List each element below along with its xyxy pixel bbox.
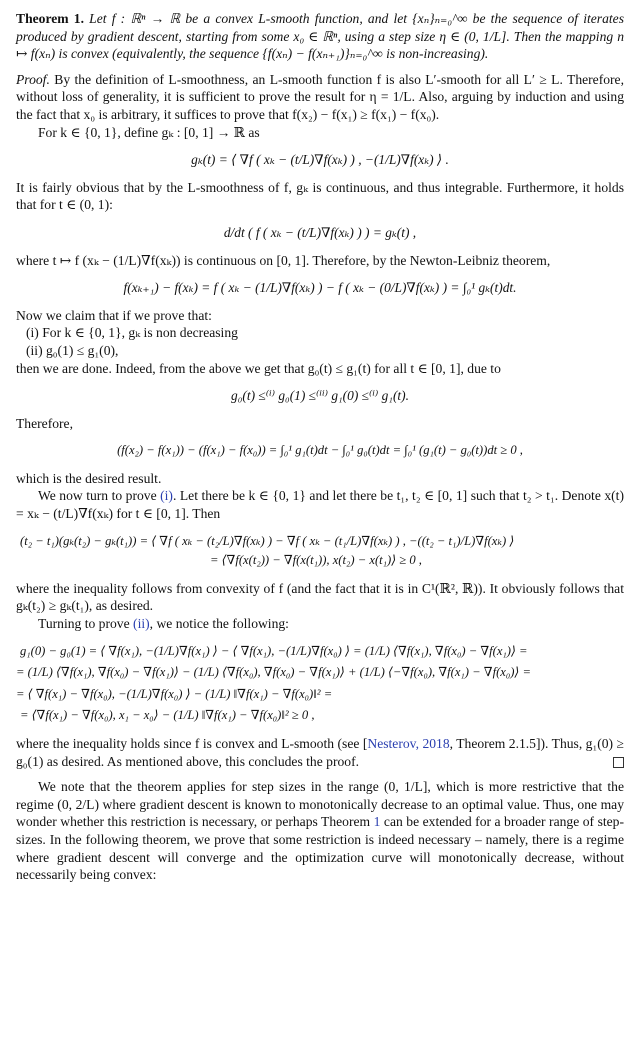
proof-paragraph-9 <box>16 487 624 522</box>
theorem <box>16 10 624 63</box>
text: We note that the theorem applies for step sizes in the range (0, 1/L], which is more restrictive that the regime (0, 2/L) where gradient descent is known to monotonically decrease to an optimal value. Thus, one may wonder whether this restriction is necessary, or perhaps Theorem <box>16 779 624 830</box>
claim-item-ii: (ii) g₀(1) ≤ g₁(0), <box>26 342 119 358</box>
theorem-ref-link[interactable]: 1 <box>373 814 381 830</box>
ref-ii-link[interactable]: (ii) <box>133 616 150 632</box>
text: , Theorem 2.1.5]). Thus, g₁(0) ≥ g₀(1) as desired. As mentioned above, this concludes the proof. <box>16 736 624 769</box>
proof-paragraph-3: It is fairly obvious that by the L-smoothness of f, gₖ is continuous, and thus integrable. Furthermore, it holds that for t ∈ (0, 1): <box>16 179 624 213</box>
equation-g-diff-1: g₁(0) − g₀(1) = ⟨ ∇f(x₁), −(1/L)∇f(x₁) ⟩ − ⟨ ∇f(x₁), −(1/L)∇f(x₀) ⟩ = (1/L) ⟨∇f(x₁), ∇f(x₀) − ∇f(x₁)⟩ = <box>20 643 528 658</box>
equation-monotone-2: = ⟨∇f(x(t₂)) − ∇f(x(t₁)), x(t₂) − x(t₁)⟩ ≥ 0 , <box>210 553 422 568</box>
proof-paragraph-2: For k ∈ {0, 1}, define gₖ : [0, 1] → ℝ as <box>38 124 260 140</box>
equation-chain: g₀(t) ≤⁽ⁱ⁾ g₀(1) ≤⁽ⁱⁱ⁾ g₁(0) ≤⁽ⁱ⁾ g₁(t). <box>231 388 409 404</box>
text: Turning to prove <box>38 616 134 632</box>
text: can be extended for a broader range of step-sizes. In the following theorem, we prove that some restriction is indeed necessary – namely, there is a regime where gradient descent will converge and the optimization curve will monotonically decrease, without necessarily being convex: <box>16 814 624 883</box>
equation-monotone-1: (t₂ − t₁)(gₖ(t₂) − gₖ(t₁)) = ⟨ ∇f ( xₖ − (t₂/L)∇f(xₖ) ) − ∇f ( xₖ − (t₁/L)∇f(xₖ) ) , −((t₂ − t₁)/L)∇f(xₖ) ⟩ <box>20 533 515 548</box>
proof-paragraph-11 <box>16 615 624 633</box>
equation-g-diff-2: = (1/L) ⟨∇f(x₁), ∇f(x₀) − ∇f(x₁)⟩ − (1/L) ⟨∇f(x₀), ∇f(x₀) − ∇f(x₁)⟩ + (1/L) ⟨−∇f(x₀), ∇f(x₁) − ∇f(x₀)⟩ = <box>16 665 531 680</box>
text: . Let there be k ∈ {0, 1} and let there be t₁, t₂ ∈ [0, 1] such that t₂ > t₁. Denote x(t) = xₖ − (t/L)∇f(xₖ) for t ∈ [0, 1]. Then <box>16 488 624 522</box>
equation-difference: (f(x₂) − f(x₁)) − (f(x₁) − f(x₀)) = ∫₀¹ g₁(t)dt − ∫₀¹ g₀(t)dt = ∫₀¹ (g₁(t) − g₀(t))dt ≥ 0 , <box>117 443 523 458</box>
equation-newton-leibniz: f(xₖ₊₁) − f(xₖ) = f ( xₖ − (1/L)∇f(xₖ) ) − f ( xₖ − (0/L)∇f(xₖ) ) = ∫₀¹ gₖ(t)dt. <box>123 280 517 296</box>
proof-paragraph-10: where the inequality follows from convexity of f (and the fact that it is in C¹(ℝ², ℝ)). It obviously follows that gₖ(t₂) ≥ gₖ(t₁), as desired. <box>16 580 624 614</box>
proof-paragraph-6: then we are done. Indeed, from the above we get that g₀(t) ≤ g₁(t) for all t ∈ [0, 1], due to <box>16 360 501 376</box>
equation-g-diff-3: = ⟨ ∇f(x₁) − ∇f(x₀), −(1/L)∇f(x₀) ⟩ − (1/L) ‖∇f(x₁) − ∇f(x₀)‖² = <box>16 686 333 701</box>
proof-label: Proof. <box>16 71 50 87</box>
proof-paragraph-4: where t ↦ f (xₖ − (1/L)∇f(xₖ)) is continuous on [0, 1]. Therefore, by the Newton-Leibniz theorem, <box>16 252 551 268</box>
proof-paragraph-8: which is the desired result. <box>16 470 162 486</box>
equation-g-diff-4: = ⟨∇f(x₁) − ∇f(x₀), x₁ − x₀⟩ − (1/L) ‖∇f(x₁) − ∇f(x₀)‖² ≥ 0 , <box>20 708 315 723</box>
proof-paragraph-5: Now we claim that if we prove that: <box>16 307 212 323</box>
ref-i-link[interactable]: (i) <box>160 488 173 504</box>
text: We now turn to prove <box>38 488 161 504</box>
equation-derivative: d/dt ( f ( xₖ − (t/L)∇f(xₖ) ) ) = gₖ(t) , <box>223 224 417 240</box>
claim-item-i: (i) For k ∈ {0, 1}, gₖ is non decreasing <box>26 325 238 341</box>
proof-text: By the definition of L-smoothness, an L-smooth function f is also L′-smooth for all L′ ≥ L. Therefore, without loss of generality, it is sufficient to prove the result for η = 1/L. Also, arguing by induction and using the fact that x₀ is arbitrary, it suffices to prove that f(x₂) − f(x₁) ≥ f(x₁) − f(x₀). <box>16 71 624 122</box>
proof-paragraph-1 <box>16 71 624 124</box>
proof-paragraph-12 <box>16 735 624 770</box>
qed-square-icon <box>613 757 624 768</box>
text: , we notice the following: <box>149 616 289 632</box>
theorem-label: Theorem 1. <box>16 11 84 26</box>
equation-gk: gₖ(t) = ⟨ ∇f ( xₖ − (t/L)∇f(xₖ) ) , −(1/L)∇f(xₖ) ⟩ . <box>191 152 449 168</box>
closing-paragraph <box>16 778 624 884</box>
text: where the inequality holds since f is convex and L-smooth (see [ <box>16 736 368 751</box>
citation-link[interactable]: Nesterov, 2018 <box>367 736 450 751</box>
proof-paragraph-7: Therefore, <box>16 415 73 431</box>
theorem-text: Let f : ℝⁿ → ℝ be a convex L-smooth function, and let {xₙ}ₙ₌₀^∞ be the sequence of iterates produced by gradient descent, starting from some x₀ ∈ ℝⁿ, using a step size η ∈ (0, 1/L]. Then the mapping n ↦ f(xₙ) is convex (equivalently, the sequence {f(xₙ) − f(xₙ₊₁)}ₙ₌₀^∞ is non-increasing). <box>16 11 624 62</box>
